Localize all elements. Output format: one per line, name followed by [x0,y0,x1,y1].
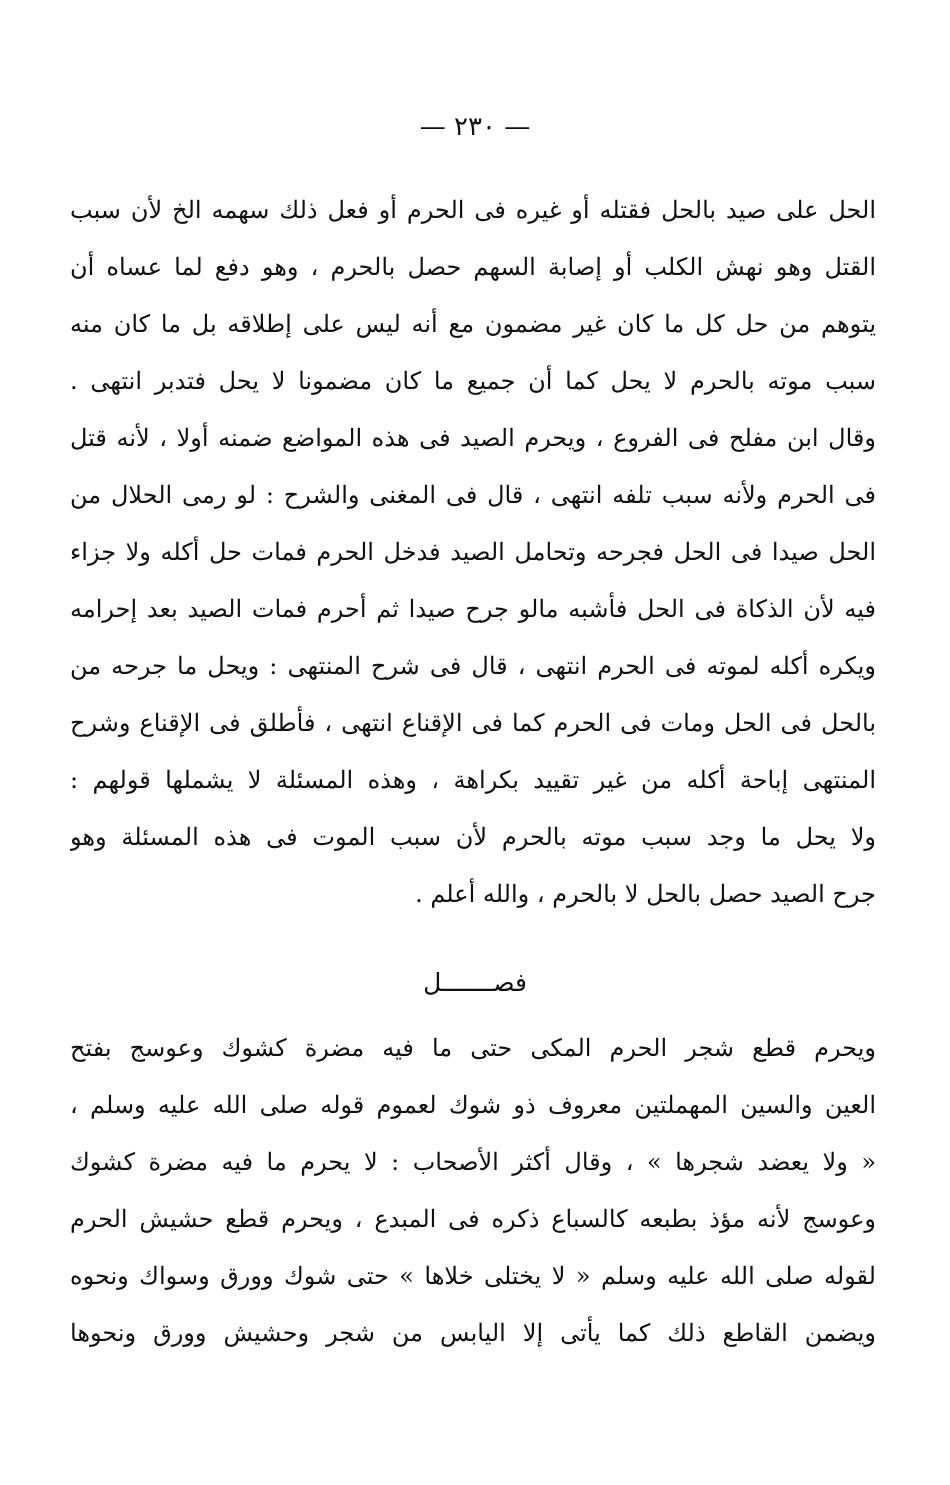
text-line: فى الحرم ولأنه سبب تلفه انتهى ، قال فى المغنى والشرح : لو رمى الحلال من [70,481,876,509]
text-line: « ولا يعضد شجرها » ، وقال أكثر الأصحاب : لا يحرم ما فيه مضرة كشوك [70,1148,876,1176]
page-number: — ٢٣٠ — [419,112,531,142]
paragraph-1 [70,182,876,923]
text-line: العين والسين المهملتين معروف ذو شوك لعموم قوله صلى الله عليه وسلم ، [70,1091,876,1119]
text-line: يتوهم من حل كل ما كان غير مضمون مع أنه ليس على إطلاقه بل ما كان منه [70,310,876,338]
text-line: ويكره أكله لموته فى الحرم انتهى ، قال فى شرح المنتهى : ويحل ما جرحه من [70,652,876,680]
text-line: ويضمن القاطع ذلك كما يأتى إلا اليابس من شجر وحشيش وورق ونحوها [70,1319,876,1347]
text-line: القتل وهو نهش الكلب أو إصابة السهم حصل بالحرم ، وهو دفع لما عساه أن [70,253,876,281]
text-line: لقوله صلى الله عليه وسلم « لا يختلى خلاها » حتى شوك وورق وسواك ونحوه [70,1262,876,1290]
text-line: وعوسج لأنه مؤذ بطبعه كالسباع ذكره فى المبدع ، ويحرم قطع حشيش الحرم [70,1205,876,1233]
text-line: ولا يحل ما وجد سبب موته بالحرم لأن سبب الموت فى هذه المسئلة وهو [70,823,876,851]
paragraph-2 [70,1020,876,1362]
text-line: ويحرم قطع شجر الحرم المكى حتى ما فيه مضرة كشوك وعوسج بفتح [70,1034,876,1062]
text-line: وقال ابن مفلح فى الفروع ، ويحرم الصيد فى هذه المواضع ضمنه أولا ، لأنه قتل [70,424,876,452]
text-line: المنتهى إباحة أكله من غير تقييد بكراهة ، وهذه المسئلة لا يشملها قولهم : [70,766,876,794]
text-line: سبب موته بالحرم لا يحل كما أن جميع ما كان مضمونا لا يحل فتدبر انتهى . [70,367,876,395]
text-line: الحل على صيد بالحل فقتله أو غيره فى الحرم أو فعل ذلك سهمه الخ لأن سبب [70,196,876,224]
text-line: جرح الصيد حصل بالحل لا بالحرم ، والله أعلم . [415,880,876,908]
text-line: الحل صيدا فى الحل فجرحه وتحامل الصيد فدخل الحرم فمات حل أكله ولا جزاء [70,538,876,566]
section-heading: فصـــــــل [423,968,527,997]
text-line: بالحل فى الحل ومات فى الحرم كما فى الإقناع انتهى ، فأطلق فى الإقناع وشرح [70,709,876,737]
text-line: فيه لأن الذكاة فى الحل فأشبه مالو جرح صيدا ثم أحرم فمات الصيد بعد إحرامه [70,595,876,623]
